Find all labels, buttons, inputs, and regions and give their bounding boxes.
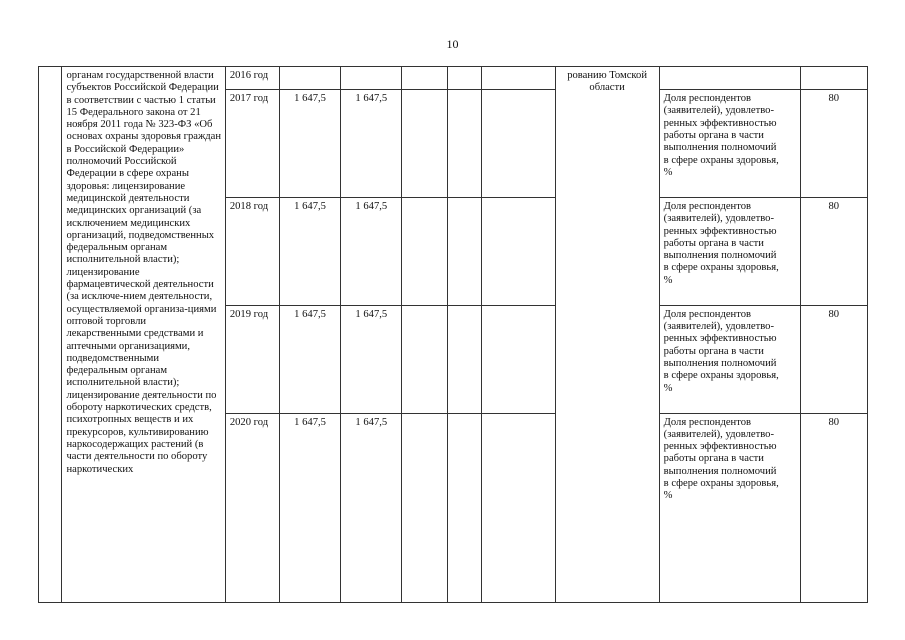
index-cell (39, 67, 62, 603)
indicator-text: Доля респондентов (заявителей), удовлетво- ренных эффективностью работы органа в части выполнения полномочий в сфере охраны здоровья, % (663, 416, 779, 502)
year-cell: 2017 год (225, 90, 279, 198)
indicator-cell (659, 413, 800, 602)
indicator-cell (659, 197, 800, 305)
value1-cell: 1 647,5 (279, 305, 340, 413)
indicator-cell (659, 90, 800, 198)
value1-cell: 1 647,5 (279, 90, 340, 198)
value1-cell: 1 647,5 (279, 197, 340, 305)
program-table (38, 66, 868, 603)
value2-cell: 1 647,5 (341, 305, 402, 413)
year-cell: 2016 год (225, 67, 279, 90)
empty-cell (448, 67, 482, 90)
value2-cell: 1 647,5 (341, 197, 402, 305)
empty-cell (402, 413, 448, 602)
empty-cell (448, 90, 482, 198)
empty-cell (482, 305, 556, 413)
indicator-value-cell: 80 (800, 413, 867, 602)
value1-cell (279, 67, 340, 90)
indicator-text: Доля респондентов (заявителей), удовлетво- ренных эффективностью работы органа в части выполнения полномочий в сфере охраны здоровья, % (663, 308, 779, 394)
table-row (39, 67, 868, 90)
executor-cell: рованию Томской области (555, 67, 659, 603)
year-cell: 2020 год (225, 413, 279, 602)
indicator-value-cell: 80 (800, 305, 867, 413)
empty-cell (482, 197, 556, 305)
empty-cell (402, 67, 448, 90)
empty-cell (402, 90, 448, 198)
empty-cell (402, 197, 448, 305)
description-cell: органам государственной власти субъектов Российской Федерации в соответствии с частью 1 статьи 15 Федерального закона от 21 ноября 2011 года № 323-ФЗ «Об основах охраны здоровья граждан в Российской Федерации» полномочий Российской Федерации в сфере охраны здоровья: лицензирование медицинской деятельности медицинских организаций (за исключением медицинских организаций, подведомственных федеральным органам исполнительной власти); лицензирование фармацевтической деятельности (за исключе-нием деятельности, осуществляемой организа-циями оптовой торговли лекарственными средствами и аптечными организациями, подведомственными федеральным органам исполнительной власти); лицензирование деятельности по обороту наркотических средств, психотропных веществ и их прекурсоров, культивированию наркосодержащих растений (в части деятельности по обороту наркотических (62, 67, 225, 603)
empty-cell (482, 67, 556, 90)
indicator-text: Доля респондентов (заявителей), удовлетво- ренных эффективностью работы органа в части выполнения полномочий в сфере охраны здоровья, % (663, 200, 779, 286)
empty-cell (482, 90, 556, 198)
value2-cell: 1 647,5 (341, 90, 402, 198)
empty-cell (448, 305, 482, 413)
empty-cell (448, 197, 482, 305)
indicator-cell (659, 67, 800, 90)
empty-cell (402, 305, 448, 413)
value2-cell (341, 67, 402, 90)
page-number: 10 (446, 37, 459, 51)
year-cell: 2018 год (225, 197, 279, 305)
empty-cell (482, 413, 556, 602)
indicator-value-cell: 80 (800, 90, 867, 198)
value1-cell: 1 647,5 (279, 413, 340, 602)
indicator-text: Доля респондентов (заявителей), удовлетво- ренных эффективностью работы органа в части выполнения полномочий в сфере охраны здоровья, % (663, 93, 779, 178)
year-cell: 2019 год (225, 305, 279, 413)
indicator-value-cell: 80 (800, 197, 867, 305)
indicator-value-cell (800, 67, 867, 90)
empty-cell (448, 413, 482, 602)
indicator-cell (659, 305, 800, 413)
value2-cell: 1 647,5 (341, 413, 402, 602)
